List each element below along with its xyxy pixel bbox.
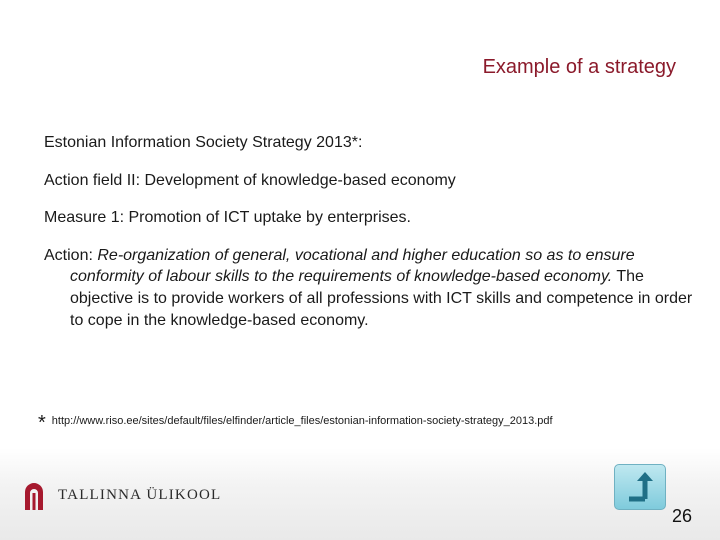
footnote-marker: * [38, 412, 46, 434]
university-logo [22, 478, 221, 512]
logo-text: TALLINNA ÜLIKOOL [58, 486, 222, 503]
action-italic-text: Re-organization of general, vocational and higher education so as to ensure conformity of labour skills to the requirements of knowledge-based economy. [70, 246, 635, 286]
slide-content [44, 132, 694, 347]
action-field: Action field II: Development of knowledge-based economy [44, 171, 456, 189]
action-paragraph [44, 245, 694, 331]
return-button[interactable] [614, 464, 666, 510]
tallinn-university-emblem-icon [22, 478, 46, 512]
return-arrow-icon [623, 471, 657, 503]
slide-title: Example of a strategy [482, 56, 676, 78]
footnote-url[interactable]: http://www.riso.ee/sites/default/files/elfinder/article_files/estonian-information-society-strategy_2013.pdf [51, 415, 553, 427]
page-number: 26 [671, 506, 692, 526]
footnote [38, 412, 708, 435]
measure: Measure 1: Promotion of ICT uptake by enterprises. [44, 209, 411, 227]
action-rest-text: The objective is to provide workers of all professions with ICT skills and competence in order to cope in the knowledge-based economy. [70, 268, 693, 329]
strategy-name: Estonian Information Society Strategy 2013*: [44, 134, 363, 151]
action-label: Action: [44, 246, 98, 264]
